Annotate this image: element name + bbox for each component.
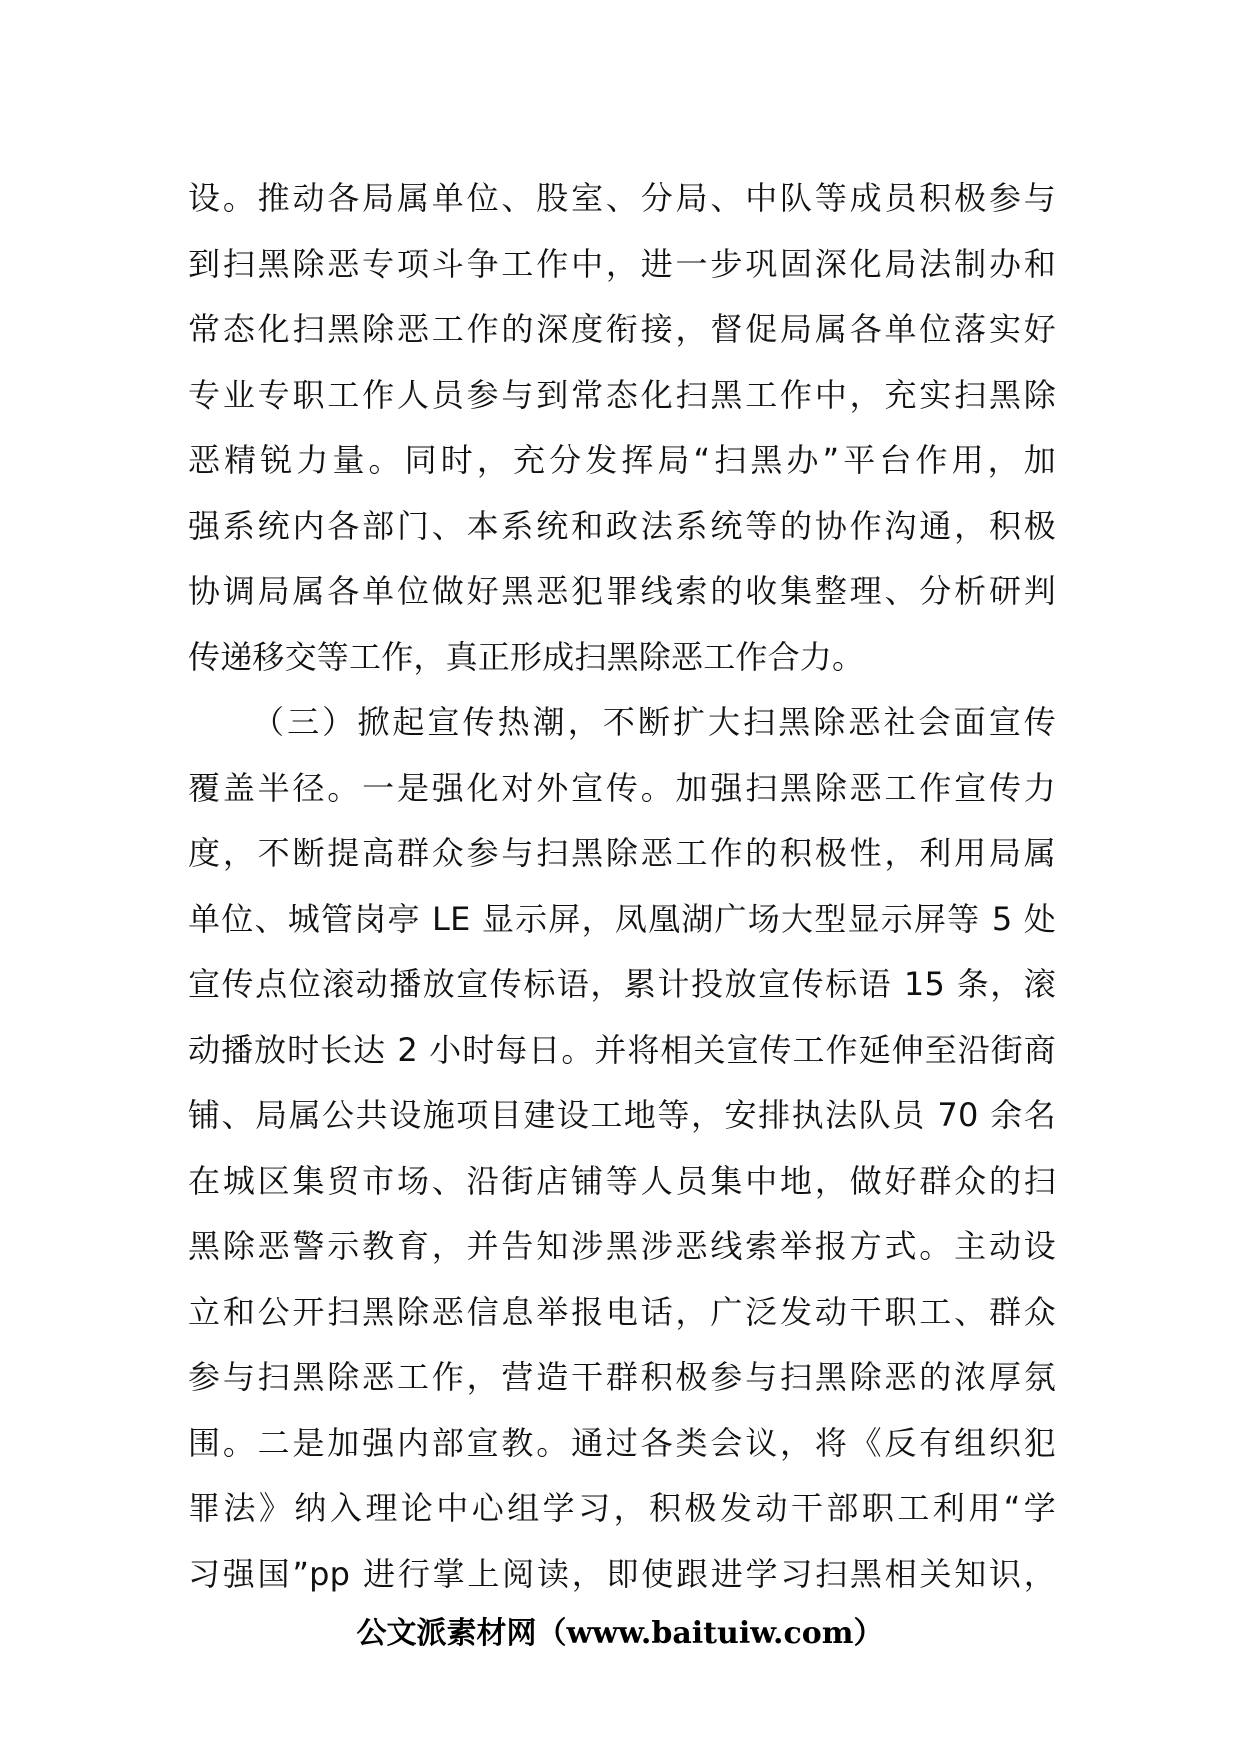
text-line: 覆盖半径。一是强化对外宣传。加强扫黑除恶工作宣传力: [188, 768, 1056, 807]
text-line: 恶精锐力量。同时，充分发挥局“扫黑办”平台作用，加: [188, 441, 1056, 479]
text-line: 黑除恶警示教育，并告知涉黑涉恶线索举报方式。主动设: [188, 1227, 1056, 1265]
text-line: 习强国”pp 进行掌上阅读，即使跟进学习扫黑相关知识，: [188, 1554, 1056, 1593]
text-line: 铺、局属公共设施项目建设工地等，安排执法队员 70 余名: [188, 1096, 1056, 1134]
text-line: 度，不断提高群众参与扫黑除恶工作的积极性，利用局属: [188, 834, 1056, 872]
text-line: 宣传点位滚动播放宣传标语，累计投放宣传标语 15 条，滚: [188, 965, 1056, 1003]
text-line: 立和公开扫黑除恶信息举报电话，广泛发动干职工、群众: [188, 1292, 1056, 1331]
body-text: [188, 166, 1056, 1607]
text-line: 协调局属各单位做好黑恶犯罪线索的收集整理、分析研判: [188, 572, 1056, 610]
text-line: 罪法》纳入理论中心组学习，积极发动干部职工利用“学: [188, 1489, 1056, 1527]
text-line: 围。二是加强内部宣教。通过各类会议，将《反有组织犯: [188, 1423, 1056, 1462]
footer-source: 公文派素材网（www.baituiw.com）: [356, 1616, 884, 1651]
text-line-paragraph-end: 传递移交等工作，真正形成扫黑除恶工作合力。: [188, 637, 865, 676]
section-heading-line: （三）掀起宣传热潮，不断扩大扫黑除恶社会面宣传: [252, 703, 1056, 741]
text-line: 单位、城管岗亭 LE 显示屏，凤凰湖广场大型显示屏等 5 处: [188, 899, 1056, 938]
text-line: 在城区集贸市场、沿街店铺等人员集中地，做好群众的扫: [188, 1161, 1056, 1200]
text-line: 常态化扫黑除恶工作的深度衔接，督促局属各单位落实好: [188, 310, 1056, 348]
text-line: 动播放时长达 2 小时每日。并将相关宣传工作延伸至沿街商: [188, 1030, 1056, 1069]
text-line: 专业专职工作人员参与到常态化扫黑工作中，充实扫黑除: [188, 375, 1056, 414]
text-line: 设。推动各局属单位、股室、分局、中队等成员积极参与: [188, 179, 1056, 217]
text-line: 强系统内各部门、本系统和政法系统等的协作沟通，积极: [188, 506, 1056, 545]
text-line: 参与扫黑除恶工作，营造干群积极参与扫黑除恶的浓厚氛: [188, 1358, 1056, 1396]
text-line: 到扫黑除恶专项斗争工作中，进一步巩固深化局法制办和: [188, 244, 1056, 283]
